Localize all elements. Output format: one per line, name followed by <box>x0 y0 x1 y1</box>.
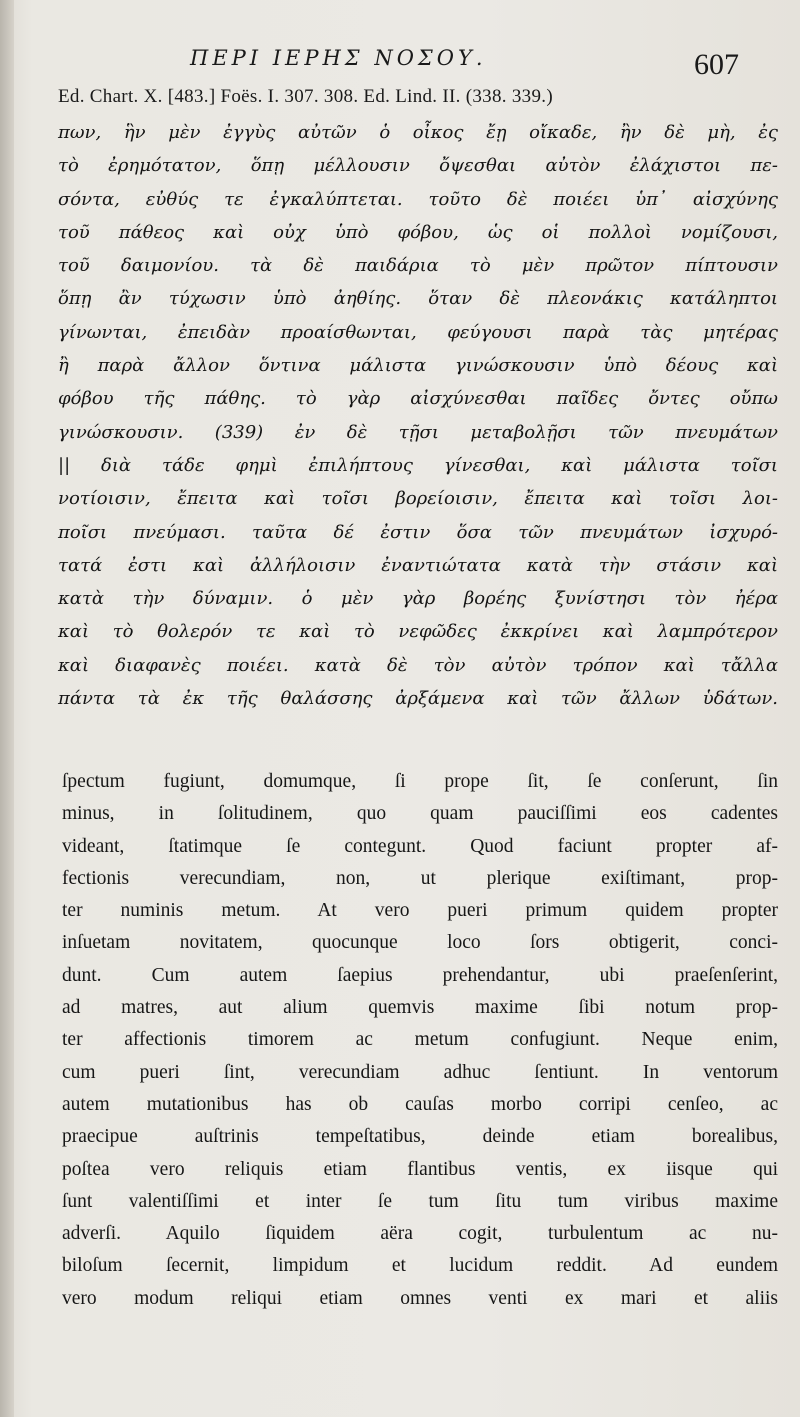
latin-line: ter numinis metum. At vero pueri primum quidem propter <box>62 900 778 922</box>
greek-line: νοτίοισιν, ἔπειτα καὶ τοῖσι βορείοισιν, ἔπειτα καὶ τοῖσι λοι- <box>58 488 778 510</box>
greek-line: τὸ ἐρημότατον, ὅπῃ μέλλουσιν ὄψεσθαι αὐτὸν ἐλάχιστοι πε- <box>58 155 778 177</box>
greek-line: τατά ἐστι καὶ ἀλλήλοισιν ἐναντιώτατα κατὰ τὴν στάσιν καὶ <box>58 554 778 576</box>
latin-line: adverſi. Aquilo ſiquidem aëra cogit, turbulentum ac nu- <box>62 1223 778 1245</box>
page-gutter <box>0 0 14 1417</box>
greek-line: ἢ παρὰ ἄλλον ὅντινα μάλιστα γινώσκουσιν ὑπὸ δέους καὶ <box>58 355 778 377</box>
greek-line: καὶ τὸ θολερόν τε καὶ τὸ νεφῶδες ἐκκρίνει καὶ λαμπρότερον <box>58 621 778 643</box>
greek-line: ποῖσι πνεύμασι. ταῦτα δέ ἐστιν ὅσα τῶν πνευμάτων ἰσχυρό- <box>58 521 778 543</box>
latin-line: autem mutationibus has ob cauſas morbo corripi cenſeo, ac <box>62 1093 778 1115</box>
greek-text-block <box>58 116 778 715</box>
latin-line: ſunt valentiſſimi et inter ſe tum ſitu tum viribus maxime <box>62 1190 778 1212</box>
edition-reference-line: Ed. Chart. X. [483.] Foës. I. 307. 308. Ed. Lind. II. (338. 339.) <box>58 86 553 107</box>
latin-line: dunt. Cum autem ſaepius prehendantur, ubi praeſenſerint, <box>62 964 778 986</box>
page-header <box>0 42 800 82</box>
greek-line: γινώσκουσιν. (339) ἐν δὲ τῇσι μεταβολῇσι τῶν πνευμάτων <box>58 421 778 443</box>
latin-line: vero modum reliqui etiam omnes venti ex mari et aliis <box>62 1287 778 1309</box>
greek-line: σόντα, εὐθύς τε ἐγκαλύπτεται. τοῦτο δὲ ποιέει ὑπ᾽ αἰσχύνης <box>58 188 778 210</box>
greek-line: τοῦ δαιμονίου. τὰ δὲ παιδάρια τὸ μὲν πρῶτον πίπτουσιν <box>58 255 778 277</box>
greek-line: φόβου τῆς πάθης. τὸ γὰρ αἰσχύνεσθαι παῖδες ὄντες οὔπω <box>58 388 778 410</box>
latin-line: praecipue auſtrinis tempeſtatibus, deinde etiam borealibus, <box>62 1126 778 1148</box>
latin-line: inſuetam novitatem, quocunque loco ſors obtigerit, conci- <box>62 932 778 954</box>
greek-line: πων, ἣν μὲν ἐγγὺς αὐτῶν ὁ οἶκος ἔῃ οἴκαδε, ἢν δὲ μὴ, ἐς <box>58 122 778 143</box>
latin-line: biloſum ſecernit, limpidum et lucidum reddit. Ad eundem <box>62 1255 778 1277</box>
greek-line: τοῦ πάθεος καὶ οὐχ ὑπὸ φόβου, ὡς οἱ πολλοὶ νομίζουσι, <box>58 221 778 243</box>
latin-line: fectionis verecundiam, non, ut plerique exiſtimant, prop- <box>62 867 778 889</box>
page-number: 607 <box>694 48 739 81</box>
latin-line: ſpectum fugiunt, domumque, ſi prope ſit, ſe conſerunt, ſin <box>62 771 778 792</box>
greek-line: γίνωνται, ἐπειδὰν προαίσθωνται, φεύγουσι παρὰ τὰς μητέρας <box>58 321 778 343</box>
greek-line: || διὰ τάδε φημὶ ἐπιλήπτους γίνεσθαι, καὶ μάλιστα τοῖσι <box>58 454 778 476</box>
greek-line: καὶ διαφανὲς ποιέει. κατὰ δὲ τὸν αὐτὸν τρόπον καὶ τἄλλα <box>58 654 778 676</box>
greek-line: ὅπῃ ἂν τύχωσιν ὑπὸ ἀηθίης. ὅταν δὲ πλεονάκις κατάληπτοι <box>58 288 778 310</box>
latin-translation-block <box>62 766 778 1315</box>
greek-line: κατὰ τὴν δύναμιν. ὁ μὲν γὰρ βορέης ξυνίστησι τὸν ἠέρα <box>58 588 778 610</box>
greek-line: πάντα τὰ ἐκ τῆς θαλάσσης ἀρξάμενα καὶ τῶν ἄλλων ὑδάτων. <box>58 688 778 710</box>
running-title: ΠΕΡΙ ΙΕΡΗΣ ΝΟΣΟΥ. <box>190 46 487 70</box>
latin-line: minus, in ſolitudinem, quo quam pauciſſimi eos cadentes <box>62 803 778 825</box>
latin-line: poſtea vero reliquis etiam flantibus ventis, ex iisque qui <box>62 1158 778 1180</box>
latin-line: videant, ſtatimque ſe contegunt. Quod faciunt propter af- <box>62 835 778 857</box>
latin-line: cum pueri ſint, verecundiam adhuc ſentiunt. In ventorum <box>62 1061 778 1083</box>
latin-line: ad matres, aut alium quemvis maxime ſibi notum prop- <box>62 997 778 1019</box>
latin-line: ter affectionis timorem ac metum confugiunt. Neque enim, <box>62 1029 778 1051</box>
